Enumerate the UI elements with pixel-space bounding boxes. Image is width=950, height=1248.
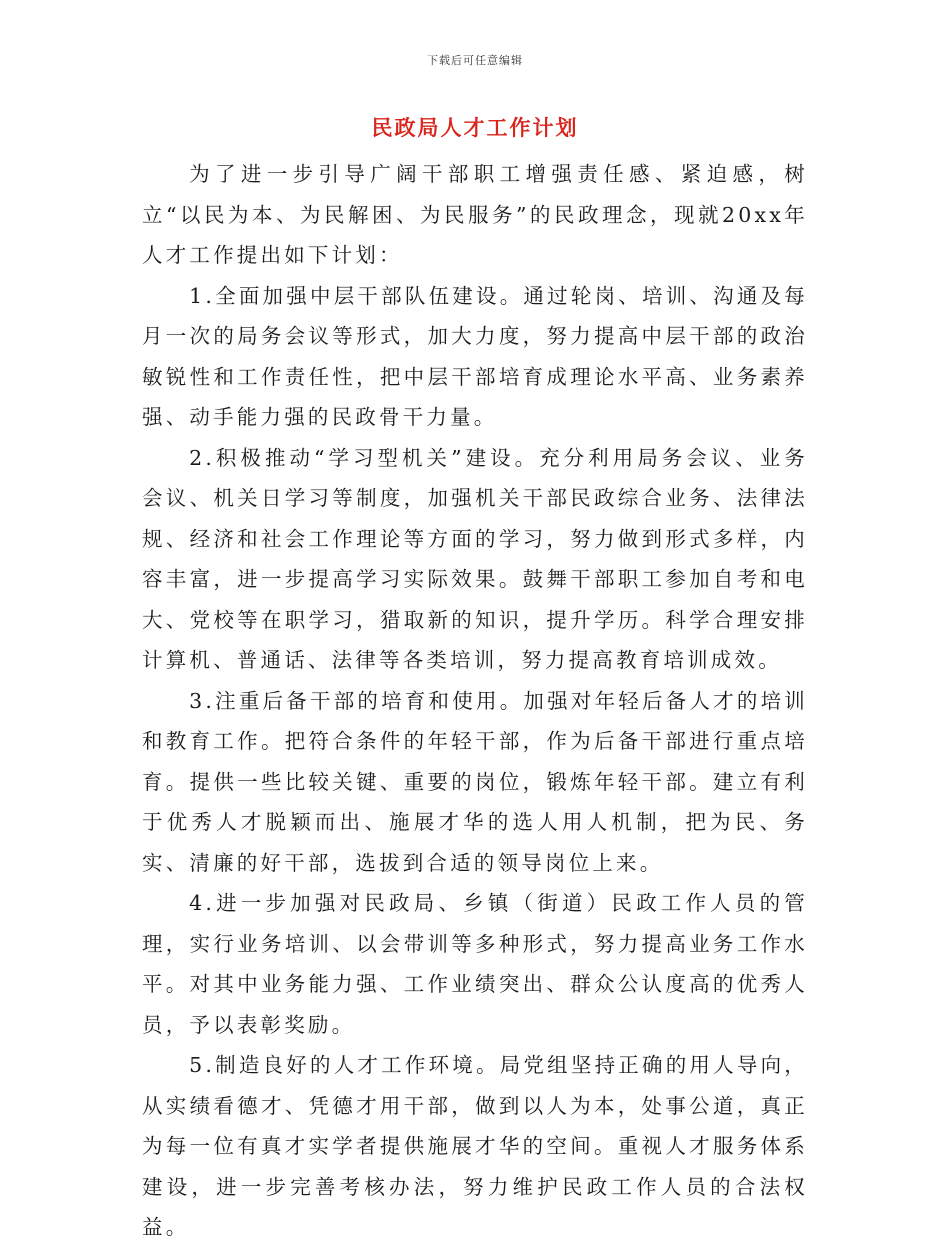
header-note: 下载后可任意编辑 [427,54,523,67]
document-title: 民政局人才工作计划 [371,115,579,140]
plan-item-2: 2.积极推动“学习型机关”建设。充分利用局务会议、业务会议、机关日学习等制度，加强机关干部民政综合业务、法律法规、经济和社会工作理论等方面的学习，努力做到形式多样，内容丰富，进一步提高学习实际效果。鼓舞干部职工参加自考和电大、党校等在职学习，猎取新的知识，提升学历。科学合理安排计算机、普通话、法律等各类培训，努力提高教育培训成效。 [142,445,808,672]
plan-item-4: 4.进一步加强对民政局、乡镇（街道）民政工作人员的管理，实行业务培训、以会带训等多种形式，努力提高业务工作水平。对其中业务能力强、工作业绩突出、群众公认度高的优秀人员，予以表彰奖励。 [142,891,808,1037]
intro-paragraph: 为了进一步引导广阔干部职工增强责任感、紧迫感，树立“以民为本、为民解困、为民服务”的民政理念，现就20xx年人才工作提出如下计划： [142,162,808,267]
plan-item-3: 3.注重后备干部的培育和使用。加强对年轻后备人才的培训和教育工作。把符合条件的年轻干部，作为后备干部进行重点培育。提供一些比较关键、重要的岗位，锻炼年轻干部。建立有利于优秀人才脱颖而出、施展才华的选人用人机制，把为民、务实、清廉的好干部，选拔到合适的领导岗位上来。 [142,688,808,875]
document-body [142,154,808,1248]
plan-item-5: 5.制造良好的人才工作环境。局党组坚持正确的用人导向，从实绩看德才、凭德才用干部，做到以人为本，处事公道，真正为每一位有真才实学者提供施展才华的空间。重视人才服务体系建设，进一步完善考核办法，努力维护民政工作人员的合法权益。 [142,1053,808,1239]
plan-item-1: 1.全面加强中层干部队伍建设。通过轮岗、培训、沟通及每月一次的局务会议等形式，加大力度，努力提高中层干部的政治敏锐性和工作责任性，把中层干部培育成理论水平高、业务素养强、动手能力强的民政骨干力量。 [142,283,808,429]
